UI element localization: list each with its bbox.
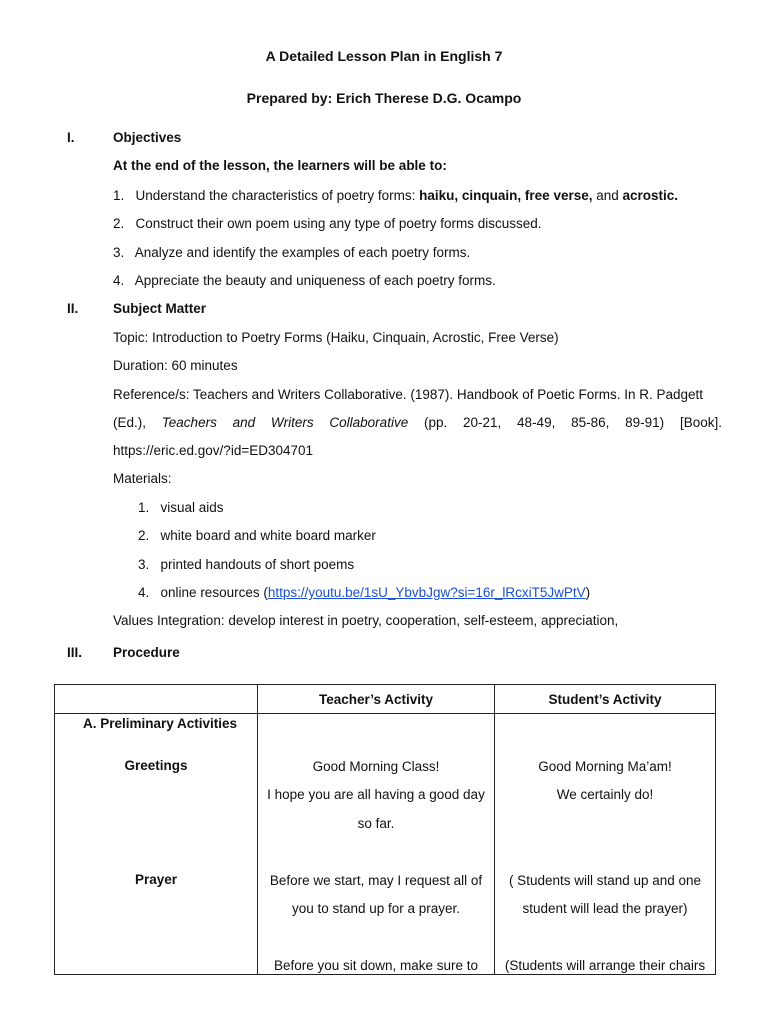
reference-word: 20-21,	[463, 415, 502, 430]
section-number-subject: II.	[67, 301, 79, 316]
section-preliminary: A. Preliminary Activities	[83, 716, 238, 731]
objective-number: 1.	[113, 188, 125, 203]
objective-number: 4.	[113, 273, 125, 288]
objective-item	[113, 216, 541, 232]
reference-word: Teachers	[161, 415, 217, 430]
reference-word: [Book].	[679, 415, 722, 430]
subject-matter-heading: Subject Matter	[113, 301, 207, 316]
material-text: white board and white board marker	[160, 528, 376, 543]
values-integration: Values Integration: develop interest in poetry, cooperation, self-esteem, appreciation,	[113, 613, 619, 628]
student-line: student will lead the prayer)	[522, 901, 688, 916]
objectives-heading: Objectives	[113, 130, 182, 145]
reference-word: 89-91)	[625, 415, 665, 430]
objective-item	[113, 245, 470, 261]
student-line: ( Students will stand up and one	[508, 873, 702, 888]
teacher-line: you to stand up for a prayer.	[291, 901, 461, 916]
material-text: printed handouts of short poems	[160, 557, 355, 572]
material-text: visual aids	[160, 500, 224, 515]
student-column	[495, 714, 716, 975]
material-number: 3.	[138, 557, 150, 572]
objective-number: 3.	[113, 245, 125, 260]
objective-bold-acrostic: acrostic.	[622, 188, 679, 203]
reference-line-3: https://eric.ed.gov/?id=ED304701	[113, 443, 314, 458]
topic-line: Topic: Introduction to Poetry Forms (Haiku, Cinquain, Acrostic, Free Verse)	[113, 330, 559, 345]
material-number: 2.	[138, 528, 150, 543]
table-header-student: Student’s Activity	[495, 685, 716, 714]
materials-label: Materials:	[113, 471, 172, 486]
student-line: Good Morning Ma’am!	[538, 759, 672, 774]
objective-text: Understand the characteristics of poetry forms:	[135, 188, 420, 203]
online-resource-link[interactable]: https://youtu.be/1sU_YbvbJgw?si=16r_lRcxiT5JwPtV	[267, 585, 586, 600]
teacher-line: Good Morning Class!	[312, 759, 440, 774]
procedure-table	[54, 684, 716, 975]
reference-word: Writers	[270, 415, 314, 430]
objective-text: Construct their own poem using any type of poetry forms discussed.	[135, 216, 542, 231]
material-number: 4.	[138, 585, 150, 600]
reference-word: (Ed.),	[113, 415, 147, 430]
teacher-column	[258, 714, 495, 975]
student-line: We certainly do!	[556, 787, 654, 802]
teacher-line: I hope you are all having a good day	[267, 787, 485, 802]
section-number-procedure: III.	[67, 645, 83, 660]
material-item	[138, 557, 354, 573]
reference-word: (pp.	[423, 415, 448, 430]
material-number: 1.	[138, 500, 150, 515]
reference-word: 48-49,	[517, 415, 556, 430]
objective-bold-forms: haiku, cinquain, free verse,	[419, 188, 593, 203]
teacher-line: so far.	[357, 816, 395, 831]
objective-and: and	[592, 188, 623, 203]
student-line: (Students will arrange their chairs	[504, 958, 706, 973]
section-number-objectives: I.	[67, 130, 75, 145]
teacher-line: Before you sit down, make sure to	[273, 958, 479, 973]
duration-line: Duration: 60 minutes	[113, 358, 238, 373]
prepared-by: Prepared by: Erich Therese D.G. Ocampo	[246, 90, 522, 106]
objective-text: Analyze and identify the examples of each poetry forms.	[134, 245, 471, 260]
objective-item	[113, 188, 678, 204]
prayer-label: Prayer	[134, 872, 178, 887]
objective-item	[113, 273, 496, 289]
material-item	[138, 500, 224, 516]
reference-line-2	[113, 415, 722, 431]
objectives-intro: At the end of the lesson, the learners will be able to:	[113, 158, 447, 173]
reference-word: Collaborative	[329, 415, 409, 430]
material-item	[138, 585, 590, 601]
material-item	[138, 528, 376, 544]
reference-word: and	[232, 415, 256, 430]
document-title: A Detailed Lesson Plan in English 7	[265, 48, 503, 64]
material-text-close: )	[585, 585, 591, 600]
objective-number: 2.	[113, 216, 125, 231]
table-header-teacher: Teacher’s Activity	[258, 685, 495, 714]
activity-column	[55, 714, 258, 975]
procedure-heading: Procedure	[113, 645, 180, 660]
reference-word: 85-86,	[571, 415, 610, 430]
greetings-label: Greetings	[124, 758, 188, 773]
material-text: online resources (	[160, 585, 268, 600]
reference-line-1: Reference/s: Teachers and Writers Collaborative. (1987). Handbook of Poetic Forms. In R. Padgett	[113, 387, 704, 402]
table-header-blank	[55, 685, 258, 714]
teacher-line: Before we start, may I request all of	[269, 873, 483, 888]
objective-text: Appreciate the beauty and uniqueness of each poetry forms.	[134, 273, 496, 288]
